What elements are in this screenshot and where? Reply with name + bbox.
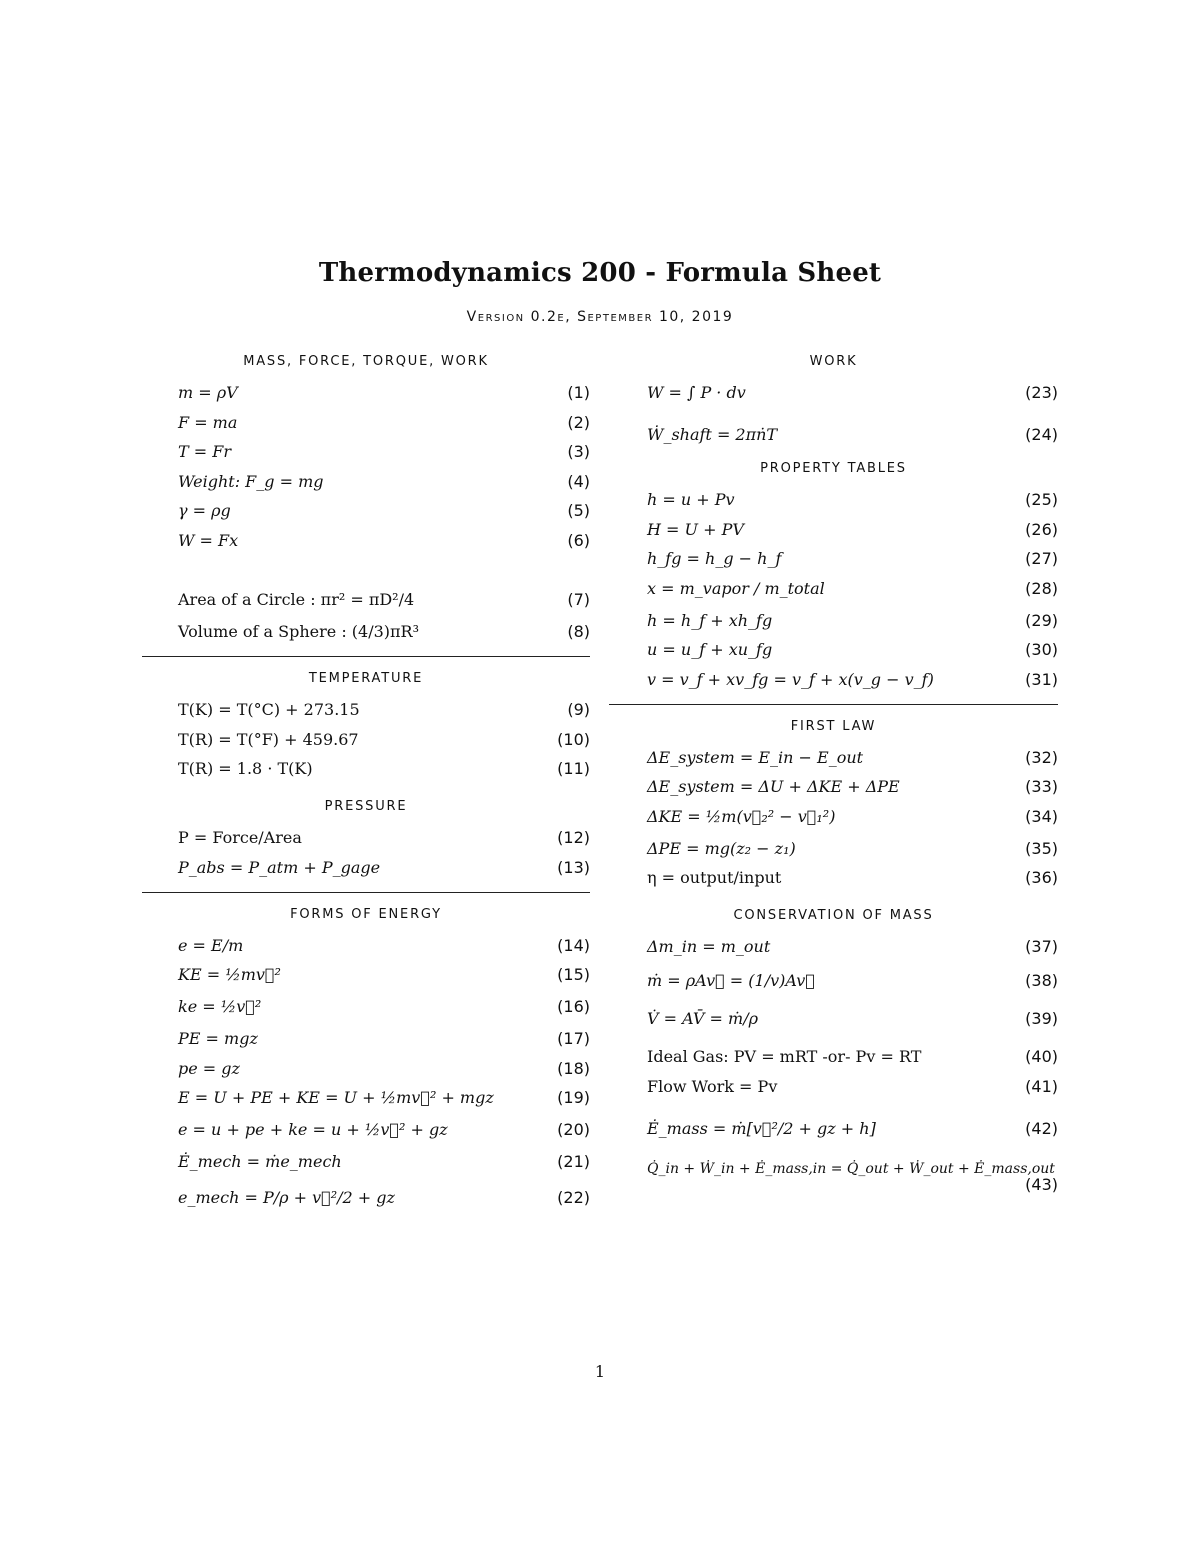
- equation: P_abs = P_atm + P_gage (13): [178, 857, 590, 877]
- equation: Weight: F_g = mg (4): [178, 471, 590, 491]
- equation: e_mech = P/ρ + v⃗²/2 + gz (22): [178, 1188, 590, 1207]
- equation: W = ∫ P · dv (23): [647, 383, 1058, 402]
- equation: e = E/m (14): [178, 935, 590, 955]
- section-heading: TEMPERATURE: [308, 671, 424, 686]
- equation: ke = ½v⃗² (16): [178, 997, 590, 1016]
- equation: H = U + PV (26): [647, 519, 1058, 539]
- equation: γ = ρg (5): [178, 501, 590, 520]
- equation: Ẇ_shaft = 2πṅT (24): [647, 425, 1058, 444]
- section-divider: [609, 704, 1058, 705]
- equation: h = h_f + xh_fg (29): [647, 610, 1058, 630]
- right-column: [609, 350, 1058, 1194]
- equation: Volume of a Sphere : (4/3)πR³ (8): [178, 622, 590, 641]
- equation: h = u + Pv (25): [647, 490, 1058, 509]
- section-heading: CONSERVATION OF MASS: [733, 908, 934, 923]
- equation: Flow Work = Pv (41): [647, 1076, 1058, 1096]
- document-subtitle: Version 0.2e, September 10, 2019: [466, 309, 734, 325]
- equation-number: (43): [1025, 1174, 1058, 1194]
- equation: T = Fr (3): [178, 442, 590, 461]
- equation: x = m_vapor / m_total (28): [647, 578, 1058, 598]
- section-heading: FIRST LAW: [790, 718, 877, 734]
- document-title: Thermodynamics 200 - Formula Sheet: [318, 258, 882, 288]
- equation: Δm_in = m_out (37): [647, 937, 1058, 956]
- equation: ΔPE = mg(z₂ − z₁) (35): [647, 838, 1058, 858]
- equation: Ė_mech = ṁe_mech (21): [178, 1152, 590, 1171]
- equation: F = ma (2): [178, 412, 590, 432]
- page-number: 1: [594, 1362, 606, 1381]
- equation: KE = ½mv⃗² (15): [178, 965, 590, 984]
- section-heading: PRESSURE: [324, 799, 408, 814]
- equation: ΔE_system = E_in − E_out (32): [647, 747, 1058, 767]
- equation: m = ρV (1): [178, 383, 590, 402]
- equation: ṁ = ρAv⃗ = (1/v)Av⃗ (38): [647, 971, 1058, 990]
- section-divider: [142, 656, 590, 657]
- section-heading: FORMS OF ENERGY: [290, 906, 442, 922]
- equation: Ė_mass = ṁ[v⃗²/2 + gz + h] (42): [647, 1118, 1058, 1138]
- section-heading: PROPERTY TABLES: [760, 461, 907, 476]
- equation: e = u + pe + ke = u + ½v⃗² + gz (20): [178, 1120, 590, 1139]
- equation: ΔKE = ½m(v⃗₂² − v⃗₁²) (34): [647, 806, 1058, 826]
- equation: V̇ = AV̄ = ṁ/ρ (39): [647, 1009, 1058, 1028]
- equation: h_fg = h_g − h_f (27): [647, 549, 1058, 568]
- equation: W = Fx (6): [178, 530, 590, 550]
- equation: P = Force/Area (12): [178, 828, 590, 847]
- section-heading: MASS, FORCE, TORQUE, WORK: [243, 354, 489, 369]
- equation: pe = gz (18): [178, 1058, 590, 1078]
- equation: Q̇_in + Ẇ_in + Ė_mass,in = Q̇_out + Ẇ_out + Ė_mass,out: [647, 1160, 1055, 1177]
- equation: η = output/input (36): [647, 868, 1058, 887]
- equation: v = v_f + xv_fg = v_f + x(v_g − v_f) (31): [647, 669, 1058, 689]
- equation: u = u_f + xu_fg (30): [647, 640, 1058, 659]
- equation: ΔE_system = ΔU + ΔKE + ΔPE (33): [647, 777, 1058, 796]
- equation: T(R) = 1.8 · T(K) (11): [178, 759, 590, 778]
- equation: PE = mgz (17): [178, 1029, 590, 1048]
- section-heading: WORK: [809, 354, 858, 369]
- equation: Ideal Gas: PV = mRT -or- Pv = RT (40): [647, 1047, 1058, 1066]
- equation: T(R) = T(°F) + 459.67 (10): [178, 729, 590, 749]
- equation: E = U + PE + KE = U + ½mv⃗² + mgz (19): [178, 1088, 590, 1107]
- section-divider: [142, 892, 590, 893]
- equation: T(K) = T(°C) + 273.15 (9): [178, 700, 590, 719]
- left-column: [142, 350, 590, 1220]
- equation: Area of a Circle : πr² = πD²/4 (7): [178, 590, 590, 609]
